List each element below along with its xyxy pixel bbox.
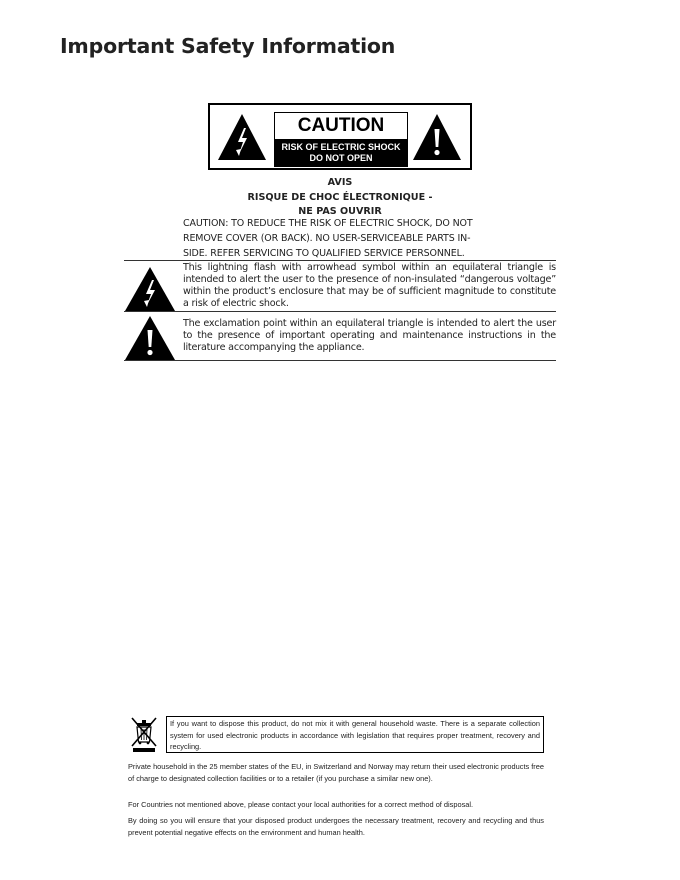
avis-do-not-open: NE PAS OUVRIR	[298, 206, 382, 217]
caution-statement	[183, 216, 503, 261]
page-title: Important Safety Information	[60, 34, 396, 58]
caution-statement-line: REMOVE COVER (OR BACK). NO USER-SERVICEABLE PARTS IN-	[183, 233, 471, 244]
caution-warning-band	[275, 139, 407, 166]
disposal-benefit-paragraph: By doing so you will ensure that your disposed product undergoes the necessary treatment, recovery and recycling and thus prevent potential negative effects on the environment and human health.	[128, 816, 544, 837]
caution-band-line2: DO NOT OPEN	[309, 152, 373, 163]
exclamation-triangle-icon	[412, 113, 462, 161]
lightning-symbol-explanation	[124, 262, 556, 310]
caution-statement-line: CAUTION: TO REDUCE THE RISK OF ELECTRIC SHOCK, DO NOT	[183, 218, 473, 229]
lightning-triangle-icon	[124, 266, 176, 312]
disposal-eu-paragraph: Private household in the 25 member states of the EU, in Switzerland and Norway may return their used electronic products free of charge to designated collection facilities or to a retailer (if you purchase a similar new one).	[128, 762, 544, 783]
exclamation-triangle-icon	[124, 315, 176, 361]
caution-statement-line: SIDE. REFER SERVICING TO QUALIFIED SERVICE PERSONNEL.	[183, 248, 465, 259]
divider	[124, 260, 556, 261]
disposal-warning-box: If you want to dispose this product, do not mix it with general household waste. There is a separate collection system for used electronic products in accordance with legislation that requires proper treatment, recovery and recycling.	[166, 716, 544, 753]
disposal-other-countries-paragraph: For Countries not mentioned above, please contact your local authorities for a correct method of disposal.	[128, 800, 474, 809]
caution-center-panel	[274, 112, 408, 167]
caution-band-line1: RISK OF ELECTRIC SHOCK	[281, 142, 401, 152]
divider	[124, 360, 556, 361]
exclamation-symbol-explanation	[124, 313, 556, 361]
lightning-symbol-description: This lightning flash with arrowhead symbol within an equilateral triangle is intended to alert the user to the presence of non-insulated “dangerous voltage” within the product’s enclosure that may be of sufficient magnitude to constitute a risk of electric shock.	[183, 262, 556, 309]
avis-subheading: RISQUE DE CHOC ÉLECTRONIQUE -	[247, 192, 433, 203]
divider	[124, 311, 556, 312]
exclamation-symbol-description: The exclamation point within an equilateral triangle is intended to alert the user to the presence of important operating and maintenance instructions in the literature accompanying the appliance.	[183, 318, 556, 353]
caution-label	[208, 103, 472, 170]
avis-heading: AVIS	[327, 177, 353, 188]
crossed-out-bin-icon	[128, 715, 160, 753]
caution-heading: CAUTION	[297, 115, 385, 136]
lightning-triangle-icon	[217, 113, 267, 161]
